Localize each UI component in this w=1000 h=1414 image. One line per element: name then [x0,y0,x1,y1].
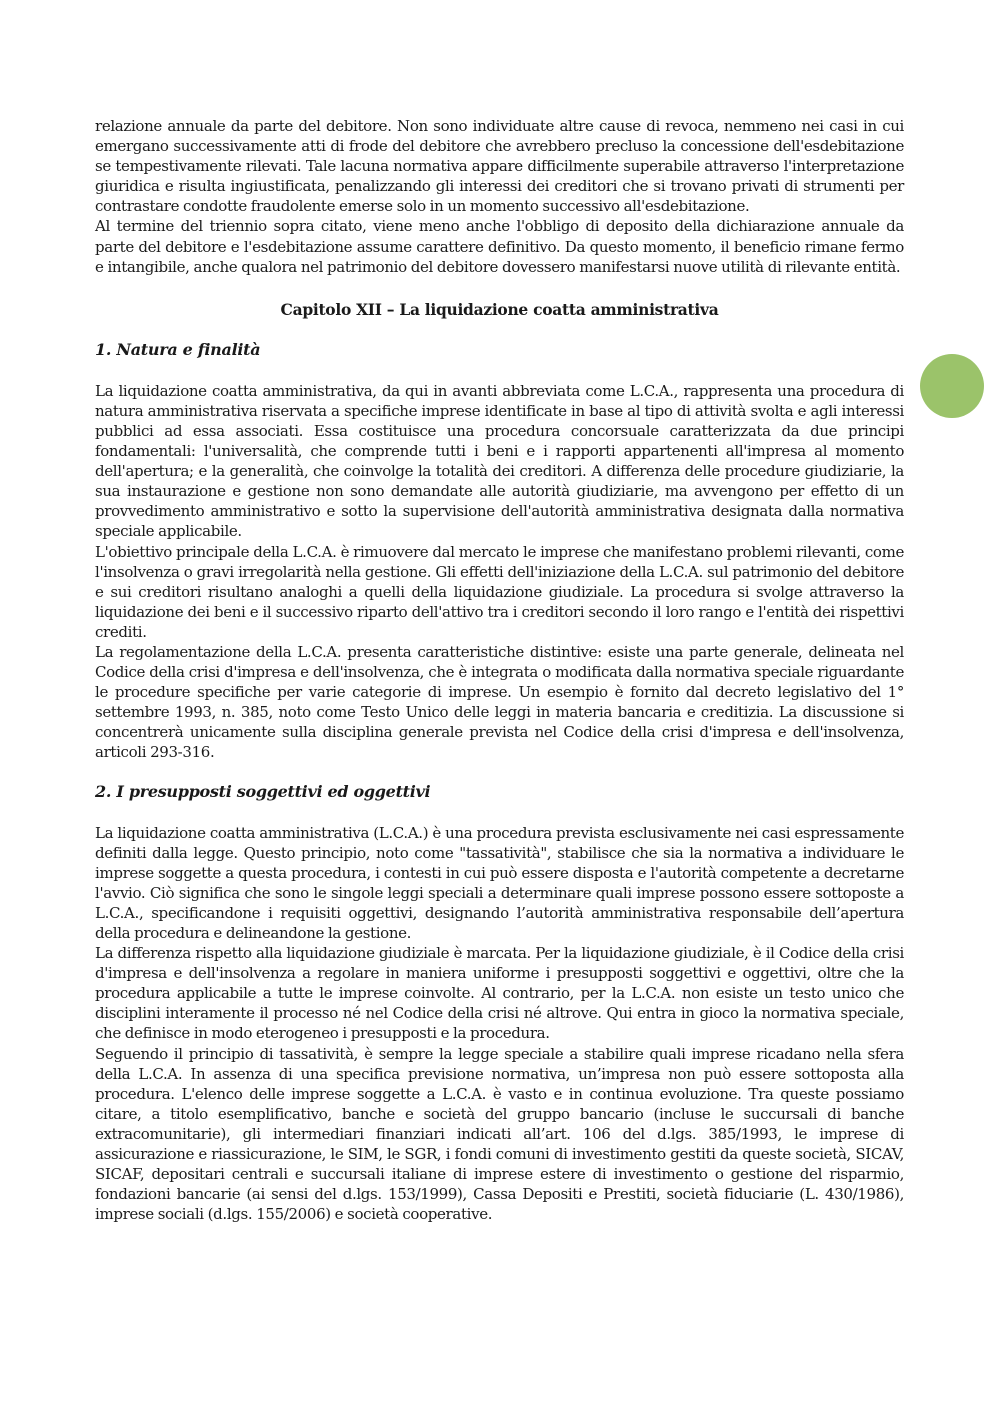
paragraph: La liquidazione coatta amministrativa (L.C.A.) è una procedura prevista esclusivamente nei casi espressamente definiti dalla legge. Questo principio, noto come "tassatività", stabilisce che sia la normativa a individuare le imprese soggette a questa procedura, i contesti in cui può essere disposta e l'autorità competente a decretarne l'avvio. Ciò significa che sono le singole leggi speciali a determinare quali imprese possono essere sottoposte a L.C.A., specificandone i requisiti oggettivi, designando l’autorità amministrativa responsabile dell’apertura della procedura e delineandone la gestione. [95,823,904,942]
paragraph: La differenza rispetto alla liquidazione giudiziale è marcata. Per la liquidazione giudiziale, è il Codice della crisi d'impresa e dell'insolvenza a regolare in maniera uniforme i presupposti soggettivi e oggettivi, oltre che la procedura applicabile a tutte le imprese coinvolte. Al contrario, per la L.C.A. non esiste un testo unico che disciplini interamente il processo né nel Codice della crisi né altrove. Qui entra in gioco la normativa speciale, che definisce in modo eterogeneo i presupposti e la procedura. [95,944,904,1043]
paragraph: La liquidazione coatta amministrativa, da qui in avanti abbreviata come L.C.A., rappresenta una procedura di natura amministrativa riservata a specifiche imprese identificate in base al tipo di attività svolta e agli interessi pubblici ad essa associati. Essa costituisce una procedura concorsuale caratterizzata da due principi fondamentali: l'universalità, che comprende tutti i beni e i rapporti appartenenti all'impresa al momento dell'apertura; e la generalità, che coinvolge la totalità dei creditori. A differenza delle procedure giudiziarie, la sua instaurazione e gestione non sono demandate alle autorità giudiziarie, ma avvengono per effetto di un provvedimento amministrativo e sotto la supervisione dell'autorità amministrativa designata dalla normativa speciale applicabile. [95,381,904,541]
paragraph: Al termine del triennio sopra citato, viene meno anche l'obbligo di deposito della dichiarazione annuale da parte del debitore e l'esdebitazione assume carattere definitivo. Da questo momento, il beneficio rimane fermo e intangibile, anche qualora nel patrimonio del debitore dovessero manifestarsi nuove utilità di rilevante entità. [95,217,904,276]
paragraph: Seguendo il principio di tassatività, è sempre la legge speciale a stabilire quali imprese ricadano nella sfera della L.C.A. In assenza di una specifica previsione normativa, un’impresa non può essere sottoposta alla procedura. L'elenco delle imprese soggette a L.C.A. è vasto e in continua evoluzione. Tra queste possiamo citare, a titolo esemplificativo, banche e società del gruppo bancario (incluse le succursali di banche extracomunitarie), gli intermediari finanziari indicati all’art. 106 del d.lgs. 385/1993, le imprese di assicurazione e riassicurazione, le SIM, le SGR, i fondi comuni di investimento gestiti da queste società, SICAV, SICAF, depositari centrali e succursali italiane di imprese estere di investimento o gestione del risparmio, fondazioni bancarie (ai sensi del d.lgs. 153/1999), Cassa Depositi e Prestiti, società fiduciarie (L. 430/1986), imprese sociali (d.lgs. 155/2006) e società cooperative. [95,1044,904,1224]
paragraph: relazione annuale da parte del debitore. Non sono individuate altre cause di revoca, nemmeno nei casi in cui emergano successivamente atti di frode del debitore che avrebbero precluso la concessione dell'esdebitazione se tempestivamente rilevati. Tale lacuna normativa appare difficilmente superabile attraverso l'interpretazione giuridica e risulta ingiustificata, penalizzando gli interessi dei creditori che si trovano privati di strumenti per contrastare condotte fraudolente emerse solo in un momento successivo all'esdebitazione. [95,117,904,216]
section-title-presupposti: 2. I presupposti soggettivi ed oggettivi [95,781,431,801]
chapter-title: Capitolo XII – La liquidazione coatta amministrativa [280,299,719,319]
document-page [95,116,904,1224]
section-title-natura: 1. Natura e finalità [95,339,261,359]
paragraph: La regolamentazione della L.C.A. presenta caratteristiche distintive: esiste una parte generale, delineata nel Codice della crisi d'impresa e dell'insolvenza, che è integrata o modificata dalla normativa speciale riguardante le procedure specifiche per varie categorie di imprese. Un esempio è fornito dal decreto legislativo del 1° settembre 1993, n. 385, noto come Testo Unico delle leggi in materia bancaria e creditizia. La discussione si concentrerà unicamente sulla disciplina generale prevista nel Codice della crisi d'impresa e dell'insolvenza, articoli 293-316. [95,642,904,762]
paragraph: L'obiettivo principale della L.C.A. è rimuovere dal mercato le imprese che manifestano problemi rilevanti, come l'insolvenza o gravi irregolarità nella gestione. Gli effetti dell'iniziazione della L.C.A. sul patrimonio del debitore e sui creditori risultano analoghi a quelli della liquidazione giudiziale. La procedura si svolge attraverso la liquidazione dei beni e il successivo riparto dell'attivo tra i creditori secondo il loro rango e l'entità dei rispettivi crediti. [95,542,904,641]
green-circle-decoration [920,354,984,418]
